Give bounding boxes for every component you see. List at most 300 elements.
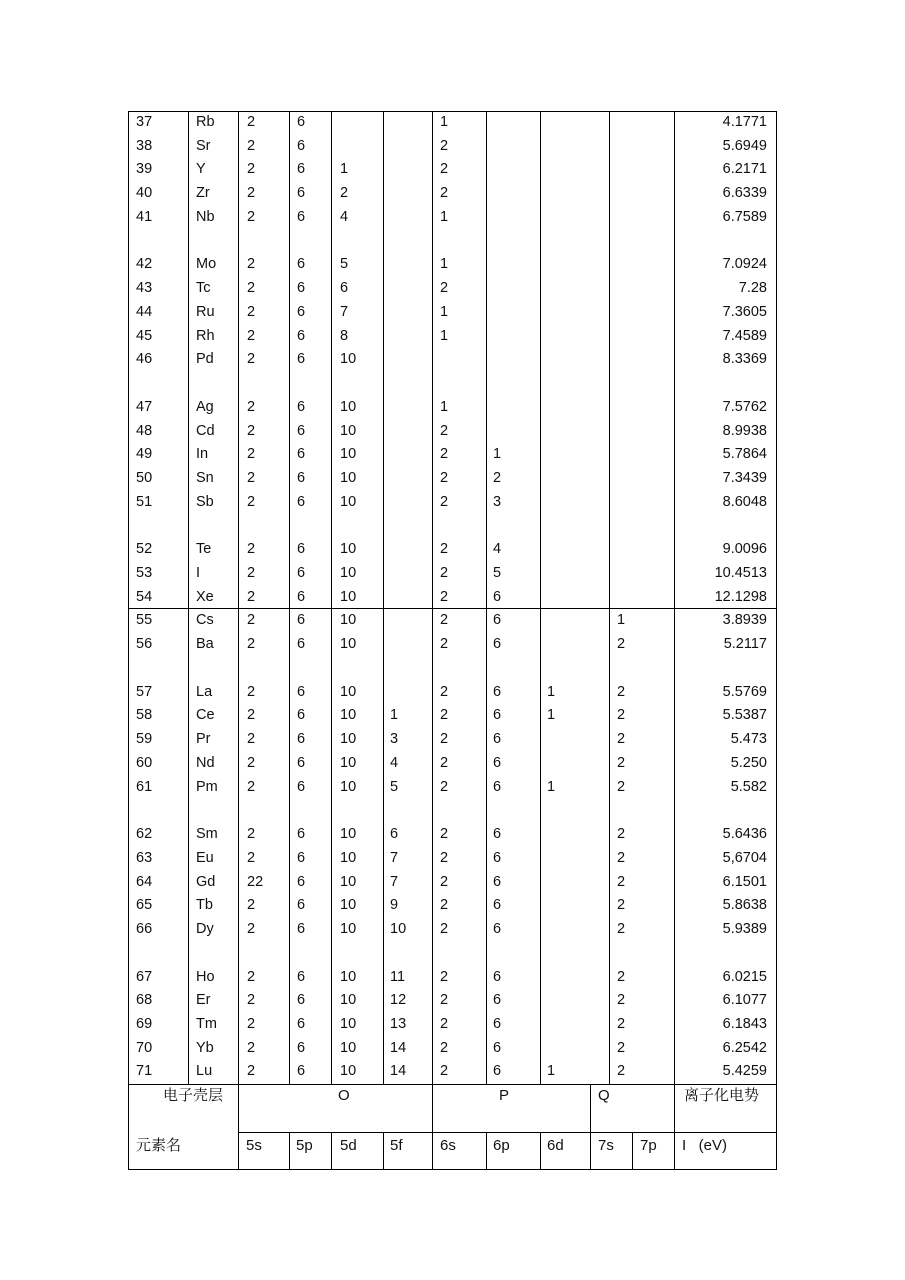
cell-d5: 10 <box>340 494 357 510</box>
cell-p5: 6 <box>297 1063 306 1079</box>
cell-d5: 10 <box>340 446 357 462</box>
cell-s6: 2 <box>440 969 449 985</box>
cell-p6: 6 <box>493 874 502 890</box>
column-divider <box>383 111 384 1084</box>
cell-p6: 6 <box>493 969 502 985</box>
cell-sym: Nb <box>196 209 215 225</box>
column-divider <box>238 111 239 1169</box>
cell-p5: 6 <box>297 470 306 486</box>
cell-z: 37 <box>136 114 153 130</box>
cell-p5: 6 <box>297 328 306 344</box>
cell-s5: 2 <box>247 351 256 367</box>
cell-ionization-energy: 6.1843 <box>722 1016 767 1032</box>
cell-p5: 6 <box>297 185 306 201</box>
cell-p5: 6 <box>297 304 306 320</box>
table-top-border <box>128 111 777 112</box>
cell-s6: 2 <box>440 612 449 628</box>
cell-p6: 6 <box>493 921 502 937</box>
cell-z: 63 <box>136 850 153 866</box>
cell-f5: 12 <box>390 992 407 1008</box>
cell-z: 65 <box>136 897 153 913</box>
cell-s6: 1 <box>440 256 449 272</box>
cell-s6: 1 <box>440 114 449 130</box>
cell-s6: 2 <box>440 731 449 747</box>
cell-sym: Sn <box>196 470 214 486</box>
cell-s5: 2 <box>247 589 256 605</box>
row-divider-54-55 <box>128 608 777 609</box>
header-subshell-7s: 7s <box>598 1137 614 1154</box>
cell-p5: 6 <box>297 826 306 842</box>
cell-ionization-energy: 6.0215 <box>722 969 767 985</box>
cell-p6: 6 <box>493 684 502 700</box>
cell-p5: 6 <box>297 423 306 439</box>
cell-p5: 6 <box>297 256 306 272</box>
cell-ionization-energy: 9.0096 <box>722 541 767 557</box>
cell-s5: 2 <box>247 494 256 510</box>
cell-sym: Cs <box>196 612 214 628</box>
cell-p6: 6 <box>493 992 502 1008</box>
cell-sym: Mo <box>196 256 217 272</box>
cell-d5: 2 <box>340 185 349 201</box>
cell-s6: 2 <box>440 446 449 462</box>
cell-z: 47 <box>136 399 153 415</box>
cell-s6: 2 <box>440 1016 449 1032</box>
cell-ionization-energy: 8.6048 <box>722 494 767 510</box>
cell-ionization-energy: 7.3605 <box>722 304 767 320</box>
cell-s5: 2 <box>247 328 256 344</box>
cell-f5: 11 <box>390 969 406 985</box>
cell-s5: 2 <box>247 470 256 486</box>
cell-sym: Y <box>196 161 206 177</box>
cell-s6: 2 <box>440 161 449 177</box>
cell-p5: 6 <box>297 280 306 296</box>
column-divider <box>540 111 541 1084</box>
cell-s5: 2 <box>247 755 256 771</box>
header-subshell-7p: 7p <box>640 1137 657 1154</box>
cell-ionization-energy: 6.6339 <box>722 185 767 201</box>
cell-p5: 6 <box>297 1040 306 1056</box>
cell-s7: 2 <box>617 850 626 866</box>
cell-s5: 2 <box>247 256 256 272</box>
cell-d5: 10 <box>340 707 357 723</box>
cell-p5: 6 <box>297 874 306 890</box>
header-ionization-label: 离子化电势 <box>684 1087 760 1104</box>
cell-s6: 1 <box>440 304 449 320</box>
cell-d5: 10 <box>340 850 357 866</box>
cell-d5: 10 <box>340 541 357 557</box>
cell-s5: 2 <box>247 304 256 320</box>
cell-p6: 6 <box>493 612 502 628</box>
cell-p6: 6 <box>493 826 502 842</box>
cell-p5: 6 <box>297 114 306 130</box>
cell-z: 50 <box>136 470 153 486</box>
cell-ionization-energy: 10.4513 <box>714 565 767 581</box>
cell-ionization-energy: 7.3439 <box>722 470 767 486</box>
header-subshell-5p: 5p <box>296 1137 313 1154</box>
cell-sym: Ho <box>196 969 215 985</box>
cell-s5: 2 <box>247 185 256 201</box>
cell-p5: 6 <box>297 897 306 913</box>
cell-z: 51 <box>136 494 153 510</box>
header-shell-p: P <box>499 1087 510 1104</box>
cell-ionization-energy: 7.4589 <box>722 328 767 344</box>
cell-s6: 1 <box>440 209 449 225</box>
cell-z: 53 <box>136 565 153 581</box>
cell-p5: 6 <box>297 1016 306 1032</box>
header-subshell-6s: 6s <box>440 1137 456 1154</box>
cell-z: 54 <box>136 589 153 605</box>
cell-s7: 2 <box>617 826 626 842</box>
cell-sym: Rb <box>196 114 215 130</box>
cell-s5: 2 <box>247 565 256 581</box>
cell-z: 70 <box>136 1040 153 1056</box>
cell-s5: 2 <box>247 969 256 985</box>
cell-ionization-energy: 7.28 <box>738 280 767 296</box>
cell-z: 42 <box>136 256 153 272</box>
cell-s5: 2 <box>247 1016 256 1032</box>
header-subshell-5s: 5s <box>246 1137 262 1154</box>
cell-z: 38 <box>136 138 153 154</box>
cell-p6: 4 <box>493 541 502 557</box>
cell-ionization-energy: 5.250 <box>730 755 767 771</box>
cell-ionization-energy: 4.1771 <box>722 114 767 130</box>
column-divider <box>590 1084 591 1169</box>
cell-ionization-energy: 5.6949 <box>722 138 767 154</box>
column-divider <box>383 1132 384 1169</box>
cell-p6: 6 <box>493 731 502 747</box>
cell-ionization-energy: 5.9389 <box>722 921 767 937</box>
cell-d5: 10 <box>340 755 357 771</box>
cell-s6: 2 <box>440 494 449 510</box>
cell-s6: 2 <box>440 826 449 842</box>
cell-p5: 6 <box>297 209 306 225</box>
cell-d5: 10 <box>340 589 357 605</box>
cell-p5: 6 <box>297 138 306 154</box>
column-divider <box>486 1132 487 1169</box>
column-divider <box>632 1132 633 1169</box>
cell-sym: Tm <box>196 1016 217 1032</box>
cell-sym: Pd <box>196 351 214 367</box>
cell-s6: 2 <box>440 423 449 439</box>
cell-sym: Pr <box>196 731 211 747</box>
cell-s6: 2 <box>440 1040 449 1056</box>
cell-p5: 6 <box>297 351 306 367</box>
cell-z: 58 <box>136 707 153 723</box>
cell-ionization-energy: 12.1298 <box>714 589 767 605</box>
cell-s7: 2 <box>617 755 626 771</box>
cell-s5: 2 <box>247 684 256 700</box>
cell-s5: 2 <box>247 209 256 225</box>
cell-p6: 6 <box>493 1063 502 1079</box>
cell-d5: 10 <box>340 969 357 985</box>
column-divider <box>331 1132 332 1169</box>
cell-s6: 2 <box>440 1063 449 1079</box>
column-divider <box>331 111 332 1084</box>
cell-f5: 14 <box>390 1063 407 1079</box>
cell-s5: 22 <box>247 874 264 890</box>
cell-p6: 6 <box>493 897 502 913</box>
cell-d5: 10 <box>340 612 357 628</box>
cell-d5: 10 <box>340 565 357 581</box>
cell-d5: 10 <box>340 470 357 486</box>
table-bottom-border <box>128 1169 777 1170</box>
cell-z: 67 <box>136 969 153 985</box>
cell-sym: La <box>196 684 213 700</box>
cell-sym: Er <box>196 992 211 1008</box>
cell-p6: 3 <box>493 494 502 510</box>
cell-s7: 2 <box>617 897 626 913</box>
cell-p5: 6 <box>297 494 306 510</box>
cell-s6: 2 <box>440 897 449 913</box>
cell-d6: 1 <box>547 684 556 700</box>
header-shell-o: O <box>338 1087 350 1104</box>
header-subshell-6d: 6d <box>547 1137 564 1154</box>
cell-p5: 6 <box>297 541 306 557</box>
cell-sym: In <box>196 446 209 462</box>
cell-p5: 6 <box>297 684 306 700</box>
cell-s5: 2 <box>247 826 256 842</box>
cell-f5: 10 <box>390 921 407 937</box>
cell-ionization-energy: 8.9938 <box>722 423 767 439</box>
cell-s6: 1 <box>440 399 449 415</box>
cell-ionization-energy: 5.8638 <box>722 897 767 913</box>
cell-z: 66 <box>136 921 153 937</box>
cell-sym: Rh <box>196 328 215 344</box>
cell-d5: 10 <box>340 684 357 700</box>
cell-s6: 1 <box>440 328 449 344</box>
cell-s5: 2 <box>247 636 256 652</box>
cell-d5: 5 <box>340 256 349 272</box>
cell-p6: 6 <box>493 1016 502 1032</box>
cell-d5: 10 <box>340 1040 357 1056</box>
cell-s5: 2 <box>247 161 256 177</box>
cell-s6: 2 <box>440 589 449 605</box>
cell-f5: 3 <box>390 731 399 747</box>
cell-d5: 7 <box>340 304 349 320</box>
cell-sym: I <box>196 565 201 581</box>
cell-s7: 2 <box>617 1016 626 1032</box>
cell-sym: Tb <box>196 897 213 913</box>
cell-s5: 2 <box>247 423 256 439</box>
cell-f5: 7 <box>390 850 399 866</box>
cell-p5: 6 <box>297 969 306 985</box>
header-shell-label: 电子壳层 <box>163 1087 224 1104</box>
cell-p5: 6 <box>297 755 306 771</box>
cell-sym: Ba <box>196 636 214 652</box>
cell-sym: Pm <box>196 779 218 795</box>
cell-d5: 10 <box>340 1063 357 1079</box>
cell-z: 62 <box>136 826 153 842</box>
cell-z: 59 <box>136 731 153 747</box>
header-top-border <box>128 1084 777 1085</box>
cell-s6: 2 <box>440 779 449 795</box>
cell-s6: 2 <box>440 921 449 937</box>
cell-s5: 2 <box>247 138 256 154</box>
cell-s5: 2 <box>247 731 256 747</box>
cell-ionization-energy: 7.0924 <box>722 256 767 272</box>
cell-f5: 5 <box>390 779 399 795</box>
cell-z: 56 <box>136 636 153 652</box>
cell-z: 61 <box>136 779 153 795</box>
cell-ionization-energy: 6.1077 <box>722 992 767 1008</box>
cell-sym: Yb <box>196 1040 214 1056</box>
cell-ionization-energy: 8.3369 <box>722 351 767 367</box>
cell-d5: 1 <box>340 161 349 177</box>
cell-s6: 2 <box>440 280 449 296</box>
cell-s5: 2 <box>247 850 256 866</box>
cell-p6: 6 <box>493 589 502 605</box>
cell-s5: 2 <box>247 1040 256 1056</box>
cell-d6: 1 <box>547 1063 556 1079</box>
cell-p5: 6 <box>297 707 306 723</box>
header-subshell-border <box>238 1132 777 1133</box>
cell-s7: 2 <box>617 1063 626 1079</box>
column-divider <box>188 111 189 1084</box>
cell-f5: 9 <box>390 897 399 913</box>
cell-sym: Ru <box>196 304 215 320</box>
cell-p6: 6 <box>493 636 502 652</box>
cell-z: 39 <box>136 161 153 177</box>
cell-p6: 6 <box>493 707 502 723</box>
cell-sym: Cd <box>196 423 215 439</box>
cell-ionization-energy: 5.6436 <box>722 826 767 842</box>
header-subshell-5f: 5f <box>390 1137 403 1154</box>
cell-s6: 2 <box>440 992 449 1008</box>
header-subshell-6p: 6p <box>493 1137 510 1154</box>
cell-s6: 2 <box>440 755 449 771</box>
cell-s7: 2 <box>617 731 626 747</box>
header-element-label: 元素名 <box>136 1137 182 1154</box>
cell-z: 41 <box>136 209 153 225</box>
cell-s7: 2 <box>617 874 626 890</box>
cell-ionization-energy: 5.582 <box>730 779 767 795</box>
cell-s6: 2 <box>440 470 449 486</box>
cell-f5: 1 <box>390 707 399 723</box>
cell-sym: Sr <box>196 138 211 154</box>
cell-z: 57 <box>136 684 153 700</box>
cell-ionization-energy: 7.5762 <box>722 399 767 415</box>
cell-s5: 2 <box>247 446 256 462</box>
cell-s5: 2 <box>247 399 256 415</box>
cell-s6: 2 <box>440 541 449 557</box>
cell-sym: Eu <box>196 850 214 866</box>
cell-z: 48 <box>136 423 153 439</box>
cell-s6: 2 <box>440 684 449 700</box>
cell-s5: 2 <box>247 280 256 296</box>
cell-d5: 10 <box>340 731 357 747</box>
table-left-border <box>128 111 129 1169</box>
cell-d5: 4 <box>340 209 349 225</box>
column-divider <box>674 111 675 1169</box>
cell-p6: 5 <box>493 565 502 581</box>
cell-p5: 6 <box>297 921 306 937</box>
column-divider <box>432 111 433 1169</box>
cell-p5: 6 <box>297 589 306 605</box>
cell-s7: 1 <box>617 612 626 628</box>
cell-s5: 2 <box>247 541 256 557</box>
cell-d5: 10 <box>340 423 357 439</box>
cell-z: 71 <box>136 1063 153 1079</box>
cell-f5: 6 <box>390 826 399 842</box>
cell-s7: 2 <box>617 992 626 1008</box>
cell-ionization-energy: 6.7589 <box>722 209 767 225</box>
cell-sym: Gd <box>196 874 216 890</box>
header-ionization-unit: I (eV) <box>682 1137 728 1154</box>
cell-s7: 2 <box>617 779 626 795</box>
cell-s7: 2 <box>617 636 626 652</box>
cell-p6: 6 <box>493 850 502 866</box>
cell-sym: Xe <box>196 589 214 605</box>
cell-sym: Zr <box>196 185 210 201</box>
cell-ionization-energy: 5.4259 <box>722 1063 767 1079</box>
cell-d5: 10 <box>340 992 357 1008</box>
column-divider <box>289 111 290 1084</box>
cell-s7: 2 <box>617 969 626 985</box>
cell-p5: 6 <box>297 161 306 177</box>
column-divider <box>609 111 610 1084</box>
cell-z: 68 <box>136 992 153 1008</box>
cell-sym: Nd <box>196 755 215 771</box>
cell-z: 60 <box>136 755 153 771</box>
cell-f5: 14 <box>390 1040 407 1056</box>
cell-d5: 10 <box>340 636 357 652</box>
cell-z: 46 <box>136 351 153 367</box>
cell-sym: Sb <box>196 494 214 510</box>
cell-z: 52 <box>136 541 153 557</box>
cell-s5: 2 <box>247 992 256 1008</box>
cell-ionization-energy: 3.8939 <box>722 612 767 628</box>
cell-d5: 10 <box>340 779 357 795</box>
cell-s6: 2 <box>440 636 449 652</box>
header-shell-q: Q <box>598 1087 610 1104</box>
cell-p5: 6 <box>297 565 306 581</box>
cell-p6: 6 <box>493 779 502 795</box>
cell-s6: 2 <box>440 185 449 201</box>
cell-p5: 6 <box>297 612 306 628</box>
cell-d5: 10 <box>340 874 357 890</box>
cell-s5: 2 <box>247 612 256 628</box>
cell-d5: 8 <box>340 328 349 344</box>
cell-z: 64 <box>136 874 153 890</box>
table-right-border <box>776 111 777 1169</box>
column-divider <box>540 1132 541 1169</box>
cell-z: 43 <box>136 280 153 296</box>
cell-s5: 2 <box>247 1063 256 1079</box>
cell-p5: 6 <box>297 731 306 747</box>
cell-p6: 2 <box>493 470 502 486</box>
cell-f5: 13 <box>390 1016 407 1032</box>
cell-p6: 1 <box>493 446 502 462</box>
cell-s5: 2 <box>247 897 256 913</box>
cell-sym: Te <box>196 541 212 557</box>
cell-s6: 2 <box>440 850 449 866</box>
cell-ionization-energy: 5.2117 <box>723 636 767 652</box>
cell-d6: 1 <box>547 779 556 795</box>
column-divider <box>289 1132 290 1169</box>
cell-z: 45 <box>136 328 153 344</box>
cell-z: 40 <box>136 185 153 201</box>
cell-d5: 10 <box>340 1016 357 1032</box>
cell-sym: Dy <box>196 921 214 937</box>
header-subshell-5d: 5d <box>340 1137 357 1154</box>
cell-ionization-energy: 5.5387 <box>722 707 767 723</box>
cell-ionization-energy: 5.5769 <box>722 684 767 700</box>
cell-p6: 6 <box>493 755 502 771</box>
cell-s7: 2 <box>617 921 626 937</box>
cell-s5: 2 <box>247 779 256 795</box>
cell-p5: 6 <box>297 779 306 795</box>
cell-z: 44 <box>136 304 153 320</box>
